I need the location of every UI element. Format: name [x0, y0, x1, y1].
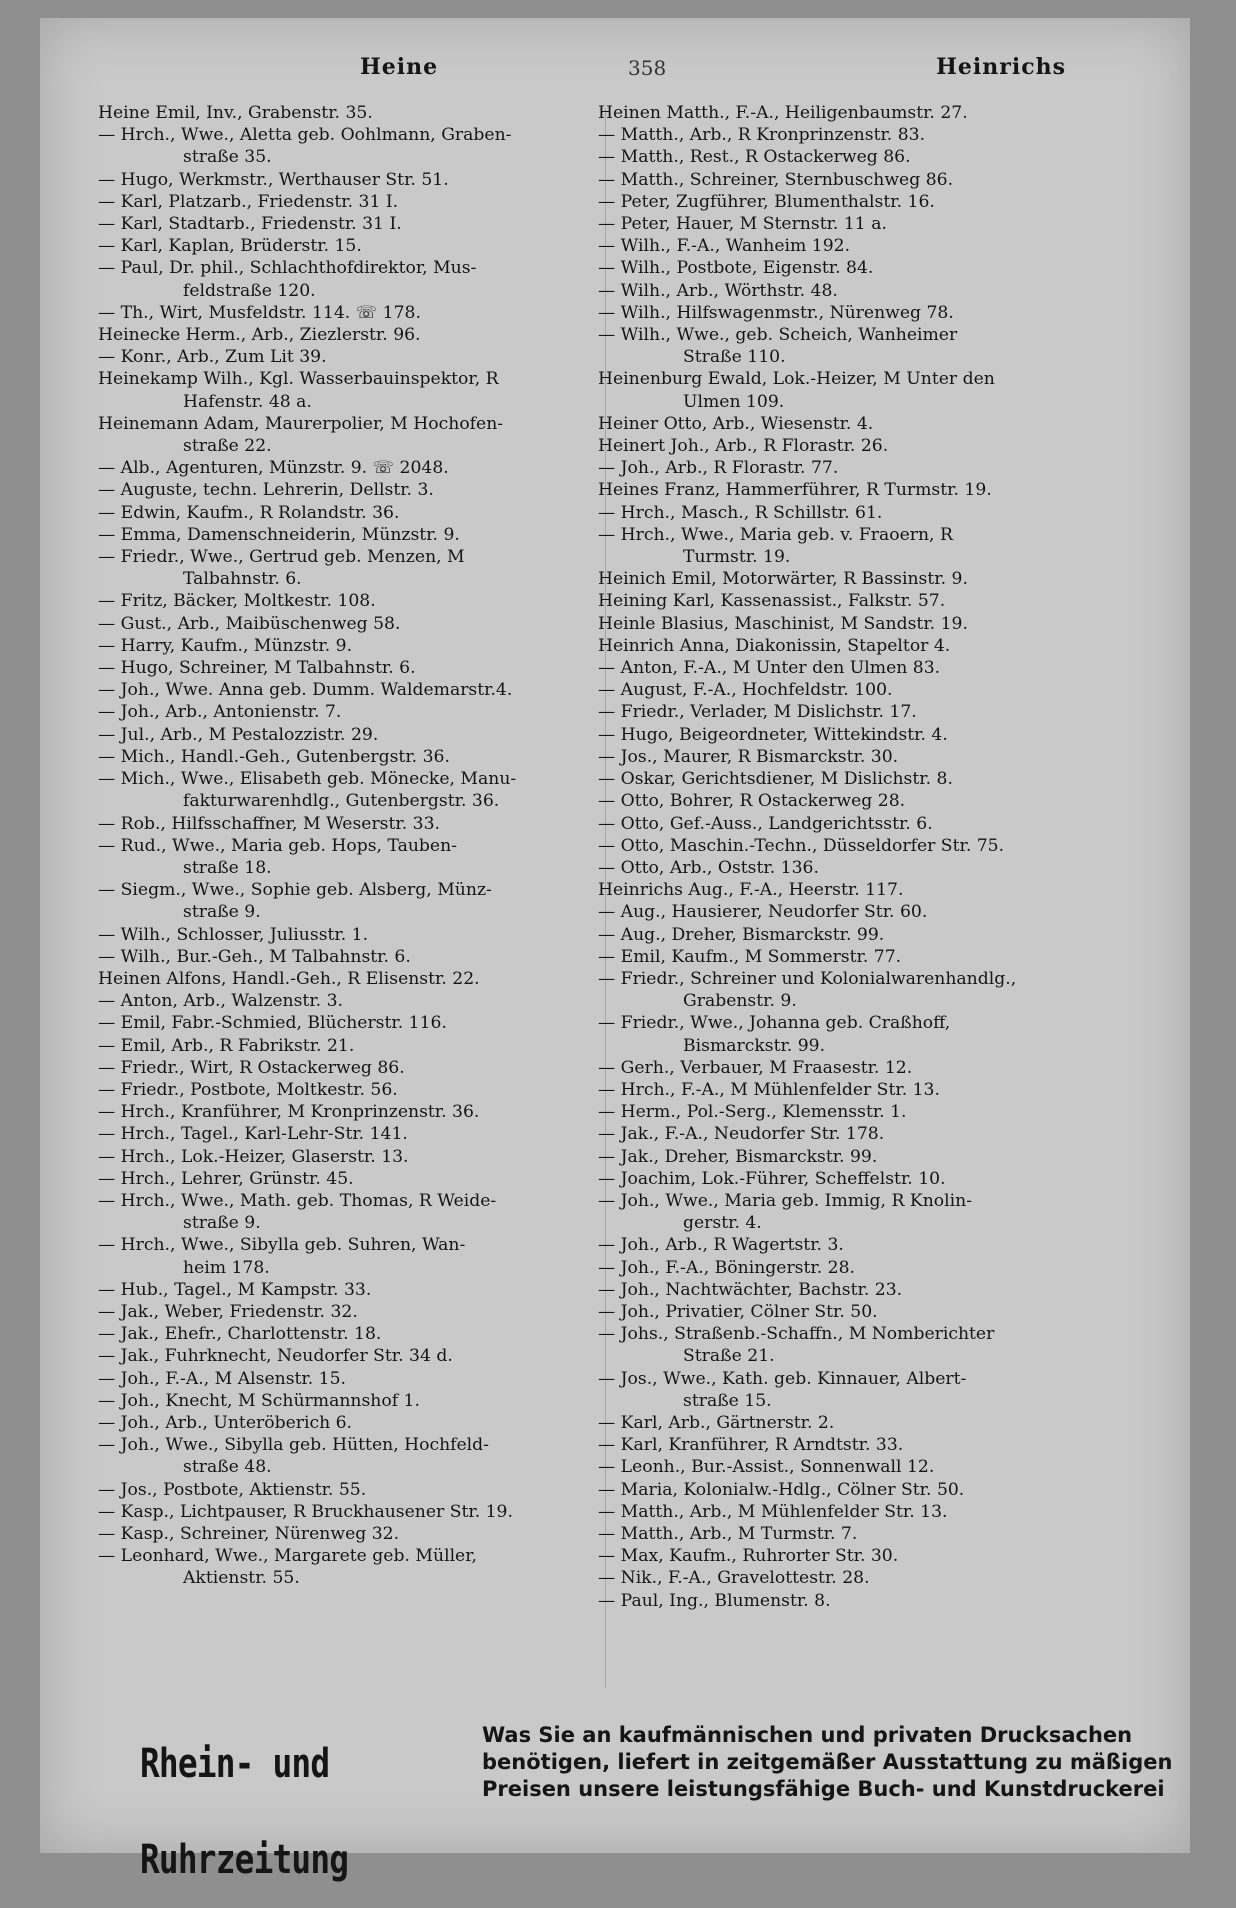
directory-entry-line: — Rob., Hilfsschaffner, M Weserstr. 33. — [98, 813, 440, 834]
directory-entry-line: — Hrch., Masch., R Schillstr. 61. — [598, 502, 883, 523]
directory-entry-line: — Hrch., Wwe., Sibylla geb. Suhren, Wan- — [98, 1235, 466, 1256]
directory-entry-line: Bismarckstr. 99. — [683, 1035, 826, 1056]
left-column — [98, 102, 618, 1590]
directory-entry-line: — Kasp., Lichtpauser, R Bruckhausener Str. 19. — [98, 1501, 513, 1522]
directory-entry-line: — Johs., Straßenb.-Schaffn., M Nomberichter — [598, 1324, 995, 1345]
directory-entry-line: — Hrch., Wwe., Aletta geb. Oohlmann, Graben- — [98, 125, 512, 146]
directory-entry-line: — Jul., Arb., M Pestalozzistr. 29. — [98, 724, 379, 745]
newspaper-name: Rhein- und Ruhrzeitung — [140, 1741, 349, 1883]
directory-entry-line: — Otto, Bohrer, R Ostackerweg 28. — [598, 791, 906, 812]
header-right-term: Heinrichs — [936, 54, 1066, 80]
directory-entry-line: — Jos., Maurer, R Bismarckstr. 30. — [598, 746, 899, 767]
directory-entry-line: Turmstr. 19. — [683, 547, 791, 568]
directory-entry-line: — Hrch., Tagel., Karl-Lehr-Str. 141. — [98, 1124, 408, 1145]
directory-entry-line: — Matth., Arb., M Turmstr. 7. — [598, 1524, 858, 1544]
directory-entry-line: — Nik., F.-A., Gravelottestr. 28. — [598, 1568, 870, 1589]
directory-entry-line: — Wilh., Schlosser, Juliusstr. 1. — [98, 924, 369, 945]
directory-entry-line: straße 15. — [683, 1390, 772, 1411]
directory-entry-line: — Jak., F.-A., Neudorfer Str. 178. — [598, 1124, 885, 1145]
directory-entry-line: — Peter, Hauer, M Sternstr. 11 a. — [598, 214, 887, 235]
directory-entry-line: — Joh., F.-A., Böningerstr. 28. — [598, 1257, 855, 1278]
directory-entry-line: — Joh., Wwe., Sibylla geb. Hütten, Hochfeld- — [98, 1435, 489, 1456]
directory-entry-line: — Matth., Arb., R Kronprinzenstr. 83. — [598, 125, 926, 146]
directory-entry-line: — Wilh., Bur.-Geh., M Talbahnstr. 6. — [98, 946, 411, 967]
directory-entry-line: — Wilh., Wwe., geb. Scheich, Wanheimer — [598, 325, 958, 346]
directory-entry-line: — Joh., Nachtwächter, Bachstr. 23. — [598, 1279, 903, 1300]
directory-entry-line: Heinen Matth., F.-A., Heiligenbaumstr. 27. — [598, 103, 968, 123]
directory-entry-line: Talbahnstr. 6. — [183, 569, 302, 590]
directory-entry-line: — Friedr., Verlader, M Dislichstr. 17. — [598, 702, 917, 723]
directory-entry-line: — Otto, Maschin.-Techn., Düsseldorfer Str. 75. — [598, 835, 1005, 856]
directory-entry-line: — Friedr., Schreiner und Kolonialwarenhandlg., — [598, 968, 1017, 989]
directory-entry-line: — Jak., Fuhrknecht, Neudorfer Str. 34 d. — [98, 1346, 453, 1367]
directory-entry-line: — Karl, Kaplan, Brüderstr. 15. — [98, 236, 362, 257]
directory-entry-line: — Edwin, Kaufm., R Rolandstr. 36. — [98, 502, 400, 523]
directory-entry-line: straße 18. — [183, 857, 272, 878]
directory-entry-line: — Th., Wirt, Musfeldstr. 114. ☏ 178. — [98, 302, 421, 323]
directory-entry-line: — Joh., Arb., Unteröberich 6. — [98, 1412, 353, 1433]
directory-entry-line: fakturwarenhdlg., Gutenbergstr. 36. — [183, 791, 500, 812]
directory-entry-line: — Fritz, Bäcker, Moltkestr. 108. — [98, 591, 376, 612]
directory-entry-line: — Jak., Ehefr., Charlottenstr. 18. — [98, 1324, 382, 1345]
directory-entry-line: — Joh., Arb., R Wagertstr. 3. — [598, 1235, 844, 1256]
directory-entry-line: — Joh., F.-A., M Alsenstr. 15. — [98, 1368, 347, 1389]
directory-entry-line: Heinich Emil, Motorwärter, R Bassinstr. 9. — [598, 569, 968, 590]
directory-entry-line: Aktienstr. 55. — [183, 1568, 300, 1589]
directory-entry-line: — Friedr., Wirt, R Ostackerweg 86. — [98, 1057, 405, 1078]
directory-entry-line: — Hrch., Wwe., Maria geb. v. Fraoern, R — [598, 524, 953, 545]
directory-entry-line: — Leonh., Bur.-Assist., Sonnenwall 12. — [598, 1457, 935, 1478]
directory-entry-line: — Karl, Kranführer, R Arndtstr. 33. — [598, 1435, 904, 1456]
directory-entry-line: — August, F.-A., Hochfeldstr. 100. — [598, 680, 893, 701]
directory-entry-line: Ulmen 109. — [683, 391, 785, 412]
directory-entry-line: — Mich., Handl.-Geh., Gutenbergstr. 36. — [98, 746, 450, 767]
directory-entry-line: — Paul, Dr. phil., Schlachthofdirektor, Mus- — [98, 258, 477, 279]
directory-entry-line: — Leonhard, Wwe., Margarete geb. Müller, — [98, 1546, 478, 1567]
directory-entry-line: Heinecke Herm., Arb., Ziezlerstr. 96. — [98, 325, 421, 346]
directory-entry-line: — Hugo, Schreiner, M Talbahnstr. 6. — [98, 658, 416, 679]
right-column — [598, 102, 1118, 1612]
directory-entry-line: — Rud., Wwe., Maria geb. Hops, Tauben- — [98, 835, 457, 856]
directory-entry-line: — Hub., Tagel., M Kampstr. 33. — [98, 1279, 372, 1300]
directory-entry-line: Heinle Blasius, Maschinist, M Sandstr. 19. — [598, 613, 968, 634]
directory-entry-line: — Friedr., Postbote, Moltkestr. 56. — [98, 1079, 398, 1100]
directory-entry-line: — Aug., Dreher, Bismarckstr. 99. — [598, 924, 885, 945]
directory-entry-line: Heinekamp Wilh., Kgl. Wasserbauinspektor, R — [98, 369, 499, 390]
directory-entry-line: — Matth., Schreiner, Sternbuschweg 86. — [598, 169, 954, 190]
directory-entry-line: Straße 110. — [683, 347, 786, 368]
directory-entry-line: — Kasp., Schreiner, Nürenweg 32. — [98, 1524, 400, 1544]
directory-entry-line: Heinrichs Aug., F.-A., Heerstr. 117. — [598, 880, 904, 901]
directory-entry-line: — Mich., Wwe., Elisabeth geb. Mönecke, Manu- — [98, 769, 517, 790]
header-left-term: Heine — [360, 54, 439, 80]
directory-entry-line: Heinert Joh., Arb., R Florastr. 26. — [598, 436, 889, 457]
directory-entry-line: — Herm., Pol.-Serg., Klemensstr. 1. — [598, 1102, 907, 1123]
directory-entry-line: straße 22. — [183, 436, 272, 457]
directory-entry-line: feldstraße 120. — [183, 280, 316, 301]
directory-entry-line: — Joh., Arb., R Florastr. 77. — [598, 458, 839, 479]
directory-entry-line: — Max, Kaufm., Ruhrorter Str. 30. — [598, 1546, 899, 1567]
directory-entry-line: Heinrich Anna, Diakonissin, Stapeltor 4. — [598, 635, 951, 656]
directory-entry-line: straße 9. — [183, 902, 261, 923]
directory-entry-line: — Friedr., Wwe., Johanna geb. Craßhoff, — [598, 1013, 951, 1034]
directory-entry-line: — Emil, Fabr.-Schmied, Blücherstr. 116. — [98, 1013, 447, 1034]
directory-entry-line: Straße 21. — [683, 1346, 775, 1367]
directory-entry-line: — Gerh., Verbauer, M Fraasestr. 12. — [598, 1057, 913, 1078]
ad-line: Preisen unsere leistungsfähige Buch- und Kunstdruckerei — [482, 1777, 1165, 1801]
directory-entry-line: — Hugo, Beigeordneter, Wittekindstr. 4. — [598, 724, 948, 745]
directory-entry-line: — Emil, Arb., R Fabrikstr. 21. — [98, 1035, 355, 1056]
directory-entry-line: — Otto, Arb., Oststr. 136. — [598, 857, 819, 878]
directory-entry-line: gerstr. 4. — [683, 1213, 762, 1234]
directory-entry-line: — Jos., Wwe., Kath. geb. Kinnauer, Albert- — [598, 1368, 967, 1389]
directory-entry-line: — Paul, Ing., Blumenstr. 8. — [598, 1590, 831, 1611]
directory-entry-line: — Joh., Knecht, M Schürmannshof 1. — [98, 1390, 420, 1411]
directory-entry-line: — Maria, Kolonialw.-Hdlg., Cölner Str. 50. — [598, 1479, 965, 1500]
directory-entry-line: — Jak., Dreher, Bismarckstr. 99. — [598, 1146, 878, 1167]
ad-line: Was Sie an kaufmännischen und privaten Drucksachen — [482, 1723, 1133, 1747]
directory-entry-line: — Wilh., Arb., Wörthstr. 48. — [598, 280, 838, 301]
directory-entry-line: — Gust., Arb., Maibüschenweg 58. — [98, 613, 401, 634]
directory-entry-line: Heinemann Adam, Maurerpolier, M Hochofen- — [98, 413, 504, 434]
directory-entry-line: — Aug., Hausierer, Neudorfer Str. 60. — [598, 902, 928, 923]
directory-entry-line: — Wilh., F.-A., Wanheim 192. — [598, 236, 851, 257]
advertisement — [100, 1716, 1173, 1883]
directory-entry-line: — Joachim, Lok.-Führer, Scheffelstr. 10. — [598, 1168, 946, 1189]
directory-entry-line: — Peter, Zugführer, Blumenthalstr. 16. — [598, 191, 935, 212]
directory-entry-line: — Karl, Arb., Gärtnerstr. 2. — [598, 1412, 835, 1433]
directory-entry-line: — Emma, Damenschneiderin, Münzstr. 9. — [98, 524, 460, 545]
directory-entry-line: — Hrch., Wwe., Math. geb. Thomas, R Weide- — [98, 1190, 497, 1211]
directory-entry-line: — Hrch., Kranführer, M Kronprinzenstr. 36. — [98, 1102, 480, 1123]
directory-entry-line: — Hrch., Lok.-Heizer, Glaserstr. 13. — [98, 1146, 409, 1167]
directory-entry-line: — Jak., Weber, Friedenstr. 32. — [98, 1301, 358, 1322]
directory-entry-line: Heines Franz, Hammerführer, R Turmstr. 19. — [598, 480, 992, 501]
directory-entry-line: — Joh., Wwe., Maria geb. Immig, R Knolin- — [598, 1190, 973, 1211]
directory-entry-line: — Matth., Rest., R Ostackerweg 86. — [598, 147, 911, 168]
directory-entry-line: Heinen Alfons, Handl.-Geh., R Elisenstr. 22. — [98, 968, 480, 989]
directory-entry-line: straße 35. — [183, 147, 272, 168]
ad-line: benötigen, liefert in zeitgemäßer Ausstattung zu mäßigen — [482, 1750, 1173, 1774]
directory-entry-line: — Anton, F.-A., M Unter den Ulmen 83. — [598, 658, 941, 679]
directory-entry-line: Heine Emil, Inv., Grabenstr. 35. — [98, 103, 373, 123]
directory-entry-line: — Hugo, Werkmstr., Werthauser Str. 51. — [98, 169, 449, 190]
directory-entry-line: straße 48. — [183, 1457, 272, 1478]
directory-entry-line: — Emil, Kaufm., M Sommerstr. 77. — [598, 946, 902, 967]
directory-entry-line: — Joh., Wwe. Anna geb. Dumm. Waldemarstr.4. — [98, 680, 513, 701]
directory-entry-line: — Karl, Platzarb., Friedenstr. 31 I. — [98, 191, 399, 212]
directory-entry-line: — Jos., Postbote, Aktienstr. 55. — [98, 1479, 367, 1500]
directory-entry-line: heim 178. — [183, 1257, 270, 1278]
directory-entry-line: — Joh., Arb., Antonienstr. 7. — [98, 702, 342, 723]
directory-entry-line: — Wilh., Postbote, Eigenstr. 84. — [598, 258, 874, 279]
ad-text — [482, 1722, 1182, 1803]
directory-entry-line: — Anton, Arb., Walzenstr. 3. — [98, 991, 343, 1012]
page-header — [100, 46, 1176, 86]
directory-entry-line: — Konr., Arb., Zum Lit 39. — [98, 347, 327, 368]
directory-entry-line: — Matth., Arb., M Mühlenfelder Str. 13. — [598, 1501, 948, 1522]
directory-entry-line: — Karl, Stadtarb., Friedenstr. 31 I. — [98, 214, 402, 235]
directory-entry-line: Heining Karl, Kassenassist., Falkstr. 57. — [598, 591, 946, 612]
directory-entry-line: straße 9. — [183, 1213, 261, 1234]
directory-entry-line: — Oskar, Gerichtsdiener, M Dislichstr. 8. — [598, 769, 953, 790]
directory-entry-line: — Alb., Agenturen, Münzstr. 9. ☏ 2048. — [98, 458, 449, 479]
directory-entry-line: — Siegm., Wwe., Sophie geb. Alsberg, Münz- — [98, 880, 492, 901]
directory-entry-line: Heiner Otto, Arb., Wiesenstr. 4. — [598, 413, 874, 434]
directory-entry-line: — Joh., Privatier, Cölner Str. 50. — [598, 1301, 878, 1322]
directory-entry-line: Grabenstr. 9. — [683, 991, 797, 1012]
directory-entry-line: Heinenburg Ewald, Lok.-Heizer, M Unter den — [598, 369, 995, 390]
page-number: 358 — [628, 56, 667, 80]
directory-entry-line: — Wilh., Hilfswagenmstr., Nürenweg 78. — [598, 302, 954, 323]
directory-entry-line: — Hrch., F.-A., M Mühlenfelder Str. 13. — [598, 1079, 940, 1100]
directory-entry-line: Hafenstr. 48 a. — [183, 391, 312, 412]
directory-entry-line: — Hrch., Lehrer, Grünstr. 45. — [98, 1168, 354, 1189]
directory-entry-line: — Friedr., Wwe., Gertrud geb. Menzen, M — [98, 547, 465, 568]
directory-entry-line: — Auguste, techn. Lehrerin, Dellstr. 3. — [98, 480, 434, 501]
directory-entry-line: — Harry, Kaufm., Münzstr. 9. — [98, 635, 353, 656]
directory-entry-line: — Otto, Gef.-Auss., Landgerichtsstr. 6. — [598, 813, 933, 834]
